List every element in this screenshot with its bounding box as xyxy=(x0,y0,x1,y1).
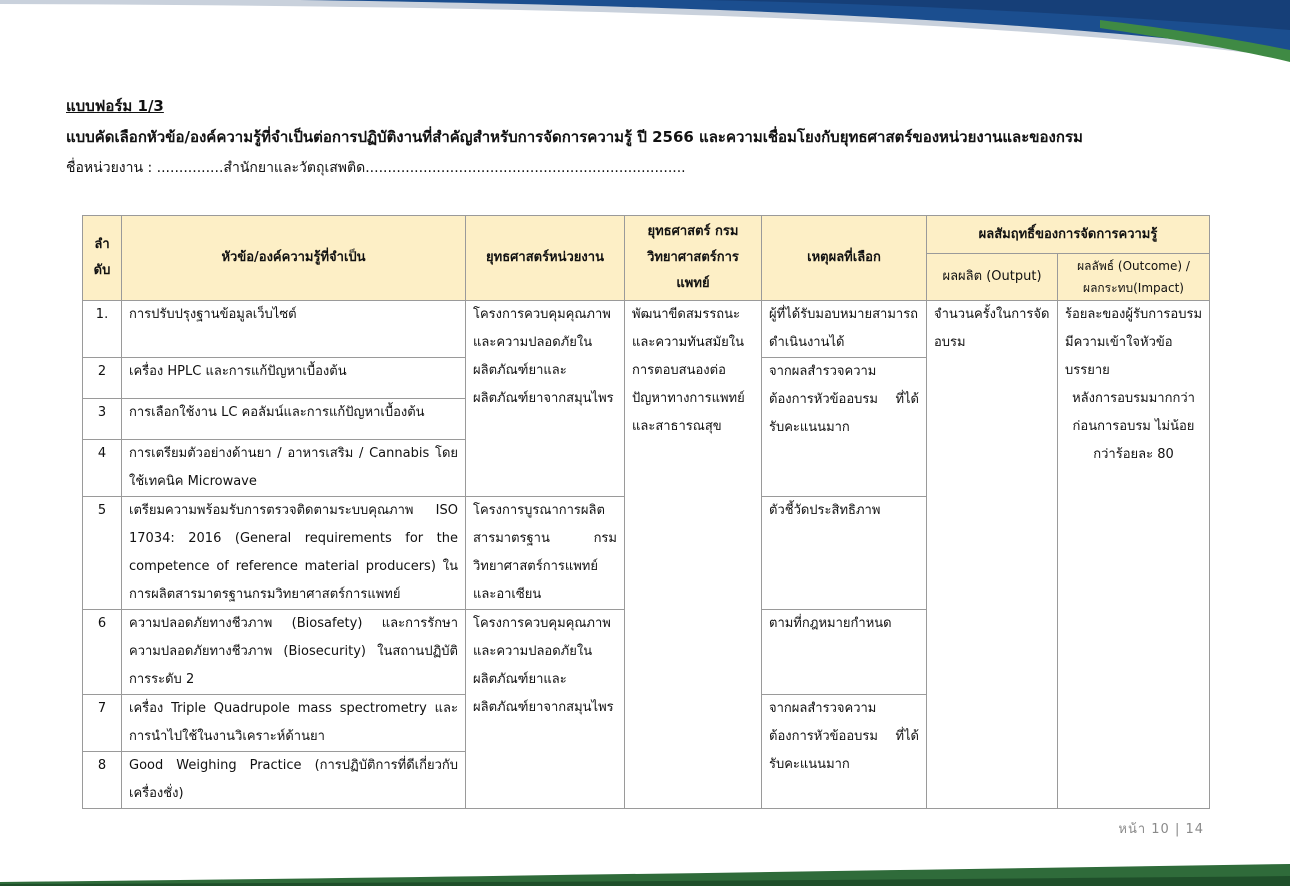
row-number: 5 xyxy=(83,497,122,610)
row-topic: เครื่อง Triple Quadrupole mass spectrometry และการนำไปใช้ในงานวิเคราะห์ด้านยา xyxy=(122,695,466,752)
row-topic: การเตรียมตัวอย่างด้านยา / อาหารเสริม / Cannabis โดยใช้เทคนิค Microwave xyxy=(122,440,466,497)
outcome-line-1: ร้อยละของผู้รับการอบรมมีความเข้าใจหัวข้อบรรยาย xyxy=(1065,307,1203,378)
form-label: แบบฟอร์ม 1/3 xyxy=(66,97,164,115)
header-results: ผลสัมฤทธิ์ของการจัดการความรู้ xyxy=(927,216,1210,254)
unit-strategy-cell: โครงการควบคุมคุณภาพและความปลอดภัยในผลิตภัณฑ์ยาและผลิตภัณฑ์ยาจากสมุนไพร xyxy=(466,610,625,809)
dept-strategy-cell: พัฒนาขีดสมรรถนะและความทันสมัยในการตอบสนองต่อปัญหาทางการแพทย์และสาธารณสุข xyxy=(625,301,762,809)
header-no: ลำ ดับ xyxy=(83,216,122,301)
outcome-cell xyxy=(1058,301,1210,809)
row-topic: Good Weighing Practice (การปฏิบัติการที่ดีเกี่ยวกับเครื่องชั่ง) xyxy=(122,752,466,809)
row-topic: เครื่อง HPLC และการแก้ปัญหาเบื้องต้น xyxy=(122,358,466,399)
unit-strategy-cell: โครงการบูรณาการผลิตสารมาตรฐาน กรมวิทยาศาสตร์การแพทย์และอาเซียน xyxy=(466,497,625,610)
row-number: 7 xyxy=(83,695,122,752)
row-number: 1. xyxy=(83,301,122,358)
header-reason: เหตุผลที่เลือก xyxy=(762,216,927,301)
row-topic: ความปลอดภัยทางชีวภาพ (Biosafety) และการรักษาความปลอดภัยทางชีวภาพ (Biosecurity) ในสถานปฏิบัติการระดับ 2 xyxy=(122,610,466,695)
unit-strategy-cell: โครงการควบคุมคุณภาพและความปลอดภัยในผลิตภัณฑ์ยาและผลิตภัณฑ์ยาจากสมุนไพร xyxy=(466,301,625,497)
table-row xyxy=(83,301,1210,358)
output-cell: จำนวนครั้งในการจัดอบรม xyxy=(927,301,1058,809)
header-unit-strategy: ยุทธศาสตร์หน่วยงาน xyxy=(466,216,625,301)
header-outcome: ผลลัพธ์ (Outcome) / ผลกระทบ(Impact) xyxy=(1058,254,1210,301)
knowledge-topics-table xyxy=(82,215,1210,809)
row-number: 6 xyxy=(83,610,122,695)
reason-cell: ผู้ที่ได้รับมอบหมายสามารถดำเนินงานได้ xyxy=(762,301,927,358)
row-number: 8 xyxy=(83,752,122,809)
form-title: แบบคัดเลือกหัวข้อ/องค์ความรู้ที่จำเป็นต่อการปฏิบัติงานที่สำคัญสำหรับการจัดการความรู้ ปี 2566 และความเชื่อมโยงกับยุทธศาสตร์ของหน่วยงานและของกรม xyxy=(66,128,1083,146)
reason-cell: ตัวชี้วัดประสิทธิภาพ xyxy=(762,497,927,610)
page-number: หน้า 10 | 14 xyxy=(1118,822,1204,837)
outcome-line-2: หลังการอบรมมากกว่าก่อนการอบรม ไม่น้อยกว่าร้อยละ 80 xyxy=(1072,391,1195,462)
header-topic: หัวข้อ/องค์ความรู้ที่จำเป็น xyxy=(122,216,466,301)
header-output: ผลผลิต (Output) xyxy=(927,254,1058,301)
reason-cell: จากผลสำรวจความต้องการหัวข้ออบรม ที่ได้รับคะแนนมาก xyxy=(762,695,927,809)
row-number: 4 xyxy=(83,440,122,497)
top-decorative-band xyxy=(0,0,1290,70)
row-number: 3 xyxy=(83,399,122,440)
row-number: 2 xyxy=(83,358,122,399)
row-topic: การปรับปรุงฐานข้อมูลเว็บไซต์ xyxy=(122,301,466,358)
bottom-decorative-band xyxy=(0,856,1290,886)
reason-cell: จากผลสำรวจความต้องการหัวข้ออบรม ที่ได้รับคะแนนมาก xyxy=(762,358,927,497)
department-line: ชื่อหน่วยงาน : ...............สำนักยาและวัตถุเสพติด........................................................................ xyxy=(66,160,686,176)
row-topic: เตรียมความพร้อมรับการตรวจติดตามระบบคุณภาพ ISO 17034: 2016 (General requirements for the competence of reference material producers) ในการผลิตสารมาตรฐานกรมวิทยาศาสตร์การแพทย์ xyxy=(122,497,466,610)
header-dept-strategy: ยุทธศาสตร์ กรมวิทยาศาสตร์การแพทย์ xyxy=(625,216,762,301)
reason-cell: ตามที่กฎหมายกำหนด xyxy=(762,610,927,695)
row-topic: การเลือกใช้งาน LC คอลัมน์และการแก้ปัญหาเบื้องต้น xyxy=(122,399,466,440)
